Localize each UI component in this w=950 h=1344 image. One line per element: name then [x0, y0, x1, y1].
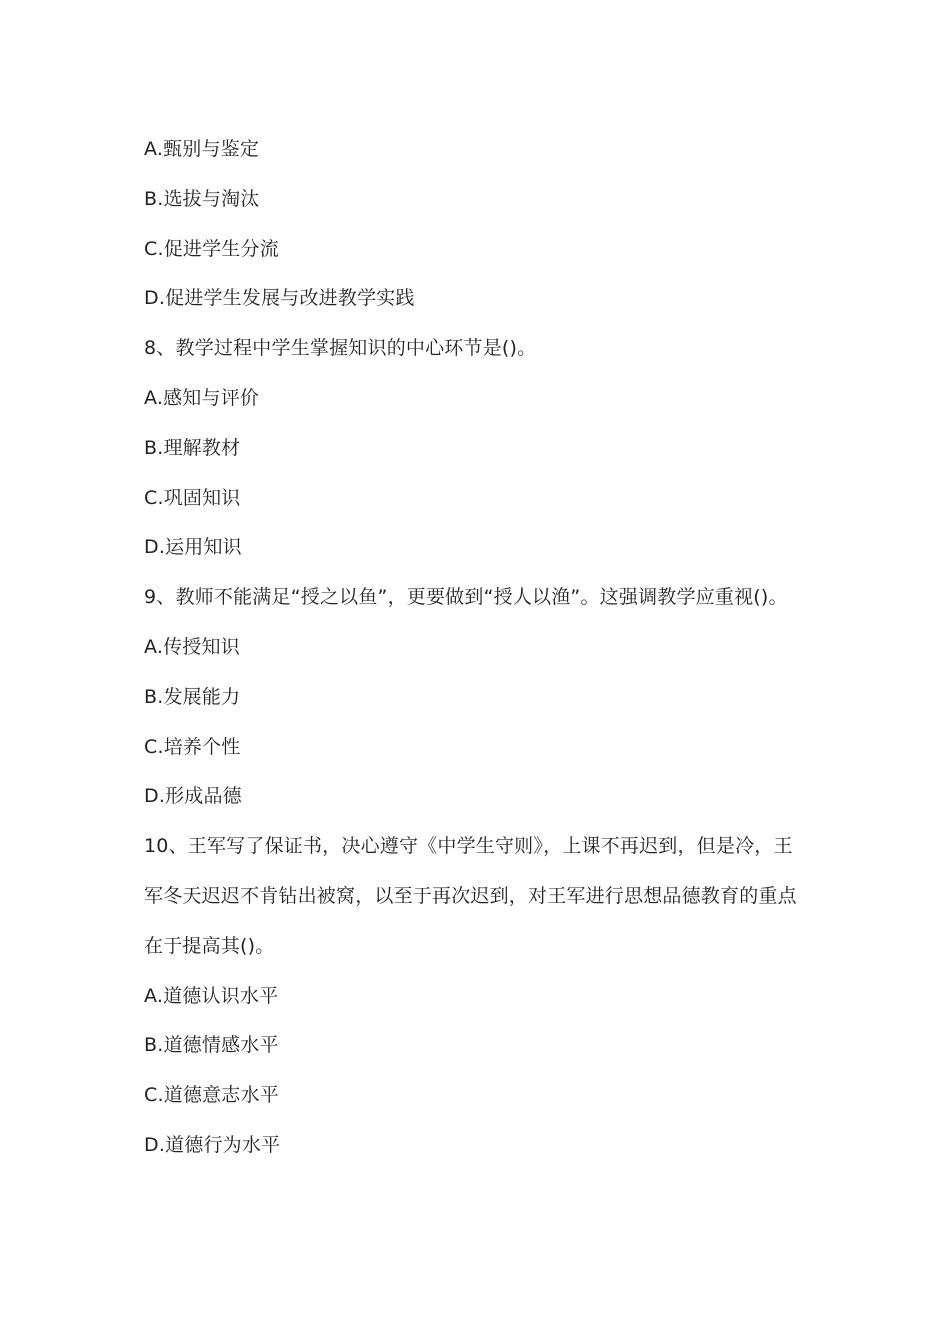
- q7-option-b: B.选拔与淘汰: [144, 187, 260, 210]
- q9-option-a: A.传授知识: [144, 635, 240, 658]
- q7-option-c: C.促进学生分流: [144, 237, 279, 260]
- q10-option-c: C.道德意志水平: [144, 1084, 279, 1107]
- q10-option-d: D.道德行为水平: [144, 1133, 281, 1156]
- q8-option-b: B.理解教材: [144, 436, 241, 459]
- q7-option-d: D.促进学生发展与改进教学实践: [144, 287, 415, 310]
- q8-option-d: D.运用知识: [144, 536, 242, 559]
- q10-option-b: B.道德情感水平: [144, 1034, 279, 1057]
- document-body: [144, 131, 824, 1177]
- q7-option-a: A.甄别与鉴定: [144, 138, 260, 160]
- q8-question: 8、教学过程中学生掌握知识的中心环节是()。: [144, 337, 537, 360]
- q8-option-a: A.感知与评价: [144, 386, 260, 409]
- q9-question: 9、教师不能满足“授之以鱼”，更要做到“授人以渔”。这强调教学应重视()。: [144, 586, 788, 609]
- q9-option-d: D.形成品德: [144, 785, 242, 808]
- q10-question-line-2: 军冬天迟迟不肯钻出被窝，以至于再次迟到，对王军进行思想品德教育的重点: [144, 884, 797, 907]
- q10-question-line-1: 10、王军写了保证书，决心遵守《中学生守则》，上课不再迟到，但是冷，王: [144, 835, 793, 858]
- q8-option-c: C.巩固知识: [144, 486, 241, 509]
- q9-option-b: B.发展能力: [144, 685, 241, 708]
- q10-option-a: A.道德认识水平: [144, 984, 279, 1007]
- q9-option-c: C.培养个性: [144, 735, 241, 758]
- q10-question-line-3: 在于提高其()。: [144, 934, 275, 957]
